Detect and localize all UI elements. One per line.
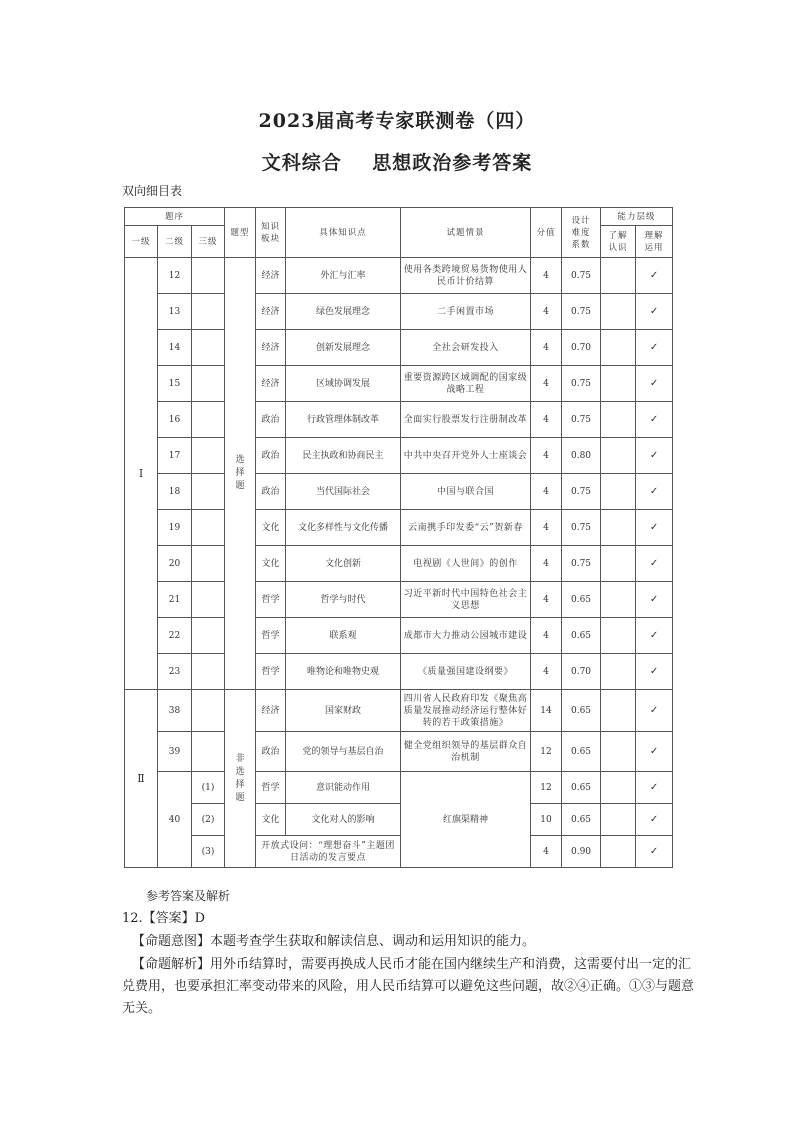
knowledge-section: 政治 [256,474,286,510]
level1-group-1: Ⅰ [125,258,158,690]
answer-line: 12.【答案】D [122,911,206,926]
question-type-nonchoice: 非选择题 [225,690,256,868]
header-level1: 一级 [125,226,158,258]
check-icon: ✓ [636,474,673,510]
check-icon: ✓ [636,690,673,732]
knowledge-section: 文化 [256,510,286,546]
score-cell: 12 [531,772,562,804]
difficulty-cell: 0.65 [562,618,601,654]
topic-cell: 民主执政和协商民主 [286,438,401,474]
scenario-cell: 使用各类跨境贸易货物使用人民币计价结算 [401,258,531,294]
difficulty-cell: 0.65 [562,772,601,804]
question-number: 39 [158,732,192,772]
topic-cell: 文化对人的影响 [286,804,401,836]
table-row [125,618,673,654]
score-cell: 4 [531,582,562,618]
table-row [125,330,673,366]
analysis-paragraph: 【命题解析】用外币结算时，需要再换成人民币才能在国内继续生产和消费，这需要付出一定的汇兑费用，也要承担汇率变动带来的风险，用人民币结算可以避免这些问题，故②④正确。①③与题意无关。 [122,957,695,1016]
score-cell: 4 [531,258,562,294]
difficulty-cell: 0.65 [562,582,601,618]
difficulty-cell: 0.75 [562,510,601,546]
table-row [125,402,673,438]
difficulty-cell: 0.65 [562,732,601,772]
scenario-cell: 健全党组织领导的基层群众自治机制 [401,732,531,772]
reference-heading: 参考答案及解析 [146,889,231,903]
score-cell: 4 [531,836,562,868]
difficulty-cell: 0.75 [562,402,601,438]
question-number: 18 [158,474,192,510]
header-topic: 具体知识点 [286,208,401,258]
header-knowledge-section: 知识板块 [256,208,286,258]
score-cell: 4 [531,654,562,690]
topic-cell: 当代国际社会 [286,474,401,510]
topic-cell: 区域协调发展 [286,366,401,402]
score-cell: 4 [531,618,562,654]
score-cell: 4 [531,366,562,402]
check-icon: ✓ [636,330,673,366]
check-icon: ✓ [636,294,673,330]
topic-cell: 外汇与汇率 [286,258,401,294]
difficulty-cell: 0.75 [562,474,601,510]
table-row [125,582,673,618]
sub-question-number: (1) [192,772,225,804]
question-type-choice: 选择题 [225,258,256,690]
table-row [125,474,673,510]
header-ability-understand: 了解认识 [601,226,636,258]
check-icon: ✓ [636,438,673,474]
difficulty-cell: 0.75 [562,258,601,294]
score-cell: 14 [531,690,562,732]
score-cell: 4 [531,474,562,510]
difficulty-cell: 0.80 [562,438,601,474]
knowledge-section: 哲学 [256,772,286,804]
header-level2: 二级 [158,226,192,258]
table-row [125,772,673,804]
scenario-cell: 电视剧《人世间》的创作 [401,546,531,582]
table-row [125,438,673,474]
topic-cell: 行政管理体制改革 [286,402,401,438]
question-number: 19 [158,510,192,546]
topic-cell: 国家财政 [286,690,401,732]
table-row [125,732,673,772]
knowledge-section: 政治 [256,438,286,474]
table-row [125,836,673,868]
question-number: 38 [158,690,192,732]
table-row [125,690,673,732]
header-scenario: 试题情景 [401,208,531,258]
score-cell: 4 [531,330,562,366]
check-icon: ✓ [636,510,673,546]
topic-cell: 创新发展理念 [286,330,401,366]
scenario-cell: 习近平新时代中国特色社会主义思想 [401,582,531,618]
check-icon: ✓ [636,402,673,438]
topic-cell: 唯物论和唯物史观 [286,654,401,690]
question-number: 13 [158,294,192,330]
topic-cell: 意识能动作用 [286,772,401,804]
scenario-cell: 二手闲置市场 [401,294,531,330]
topic-cell: 绿色发展理念 [286,294,401,330]
check-icon: ✓ [636,804,673,836]
difficulty-cell: 0.70 [562,330,601,366]
topic-cell: 党的领导与基层自治 [286,732,401,772]
knowledge-section: 政治 [256,732,286,772]
score-cell: 12 [531,732,562,772]
header-ability-apply: 理解运用 [636,226,673,258]
difficulty-cell: 0.65 [562,804,601,836]
question-number: 12 [158,258,192,294]
score-cell: 10 [531,804,562,836]
knowledge-section: 经济 [256,366,286,402]
knowledge-section: 文化 [256,546,286,582]
difficulty-cell: 0.65 [562,690,601,732]
question-number: 20 [158,546,192,582]
question-number: 40 [158,772,192,868]
header-difficulty: 设计难度系数 [562,208,601,258]
knowledge-section: 经济 [256,330,286,366]
scenario-cell: 云南携手印发委“云”贺新春 [401,510,531,546]
scenario-cell: 中国与联合国 [401,474,531,510]
topic-cell: 联系观 [286,618,401,654]
header-score: 分值 [531,208,562,258]
scenario-cell: 四川省人民政府印发《聚焦高质量发展推动经济运行整体好转的若干政策措施》 [401,690,531,732]
question-number: 23 [158,654,192,690]
question-number: 21 [158,582,192,618]
knowledge-section: 经济 [256,690,286,732]
difficulty-cell: 0.90 [562,836,601,868]
score-cell: 4 [531,438,562,474]
check-icon: ✓ [636,772,673,804]
scenario-cell: 重要资源跨区域调配的国家级战略工程 [401,366,531,402]
knowledge-section: 经济 [256,294,286,330]
knowledge-section: 哲学 [256,618,286,654]
question-number: 22 [158,618,192,654]
paper-subtitle: 文科综合 思想政治参考答案 [261,152,533,174]
sub-question-number: (3) [192,836,225,868]
topic-cell: 文化多样性与文化传播 [286,510,401,546]
score-cell: 4 [531,510,562,546]
check-icon: ✓ [636,836,673,868]
score-cell: 4 [531,294,562,330]
scenario-cell: 全社会研发投入 [401,330,531,366]
header-question-type: 题型 [225,208,256,258]
check-icon: ✓ [636,366,673,402]
difficulty-cell: 0.75 [562,366,601,402]
check-icon: ✓ [636,618,673,654]
check-icon: ✓ [636,732,673,772]
table-row [125,294,673,330]
scenario-cell: 全面实行股票发行注册制改革 [401,402,531,438]
topic-cell: 文化创新 [286,546,401,582]
intent-paragraph: 【命题意图】本题考查学生获取和解读信息、调动和运用知识的能力。 [132,934,536,949]
knowledge-section: 哲学 [256,582,286,618]
scenario-cell: 《质量强国建设纲要》 [401,654,531,690]
question-number: 16 [158,402,192,438]
question-number: 17 [158,438,192,474]
question-number: 14 [158,330,192,366]
topic-cell: 开放式设问：“理想奋斗”主题团日活动的发言要点 [256,836,401,868]
table-row [125,366,673,402]
header-ability-group: 能力层级 [601,208,673,226]
topic-cell: 哲学与时代 [286,582,401,618]
level1-group-2: Ⅱ [125,690,158,868]
scenario-cell: 红旗渠精神 [401,772,531,868]
knowledge-section: 文化 [256,804,286,836]
knowledge-section: 政治 [256,402,286,438]
check-icon: ✓ [636,582,673,618]
header-number-group: 题序 [125,208,225,226]
difficulty-cell: 0.75 [562,546,601,582]
difficulty-cell: 0.70 [562,654,601,690]
header-level3: 三级 [192,226,225,258]
table-row [125,258,673,294]
score-cell: 4 [531,402,562,438]
paper-title: 2023届高考专家联测卷（四） [258,110,536,132]
check-icon: ✓ [636,654,673,690]
table-row [125,654,673,690]
table-row [125,546,673,582]
score-cell: 4 [531,546,562,582]
scenario-cell: 中共中央召开党外人士座谈会 [401,438,531,474]
table-row [125,510,673,546]
table-row [125,804,673,836]
check-icon: ✓ [636,546,673,582]
specification-table [124,207,673,868]
knowledge-section: 哲学 [256,654,286,690]
difficulty-cell: 0.75 [562,294,601,330]
sub-question-number: (2) [192,804,225,836]
check-icon: ✓ [636,258,673,294]
scenario-cell: 成都市大力推动公园城市建设 [401,618,531,654]
question-number: 15 [158,366,192,402]
knowledge-section: 经济 [256,258,286,294]
table-caption: 双向细目表 [122,184,183,198]
